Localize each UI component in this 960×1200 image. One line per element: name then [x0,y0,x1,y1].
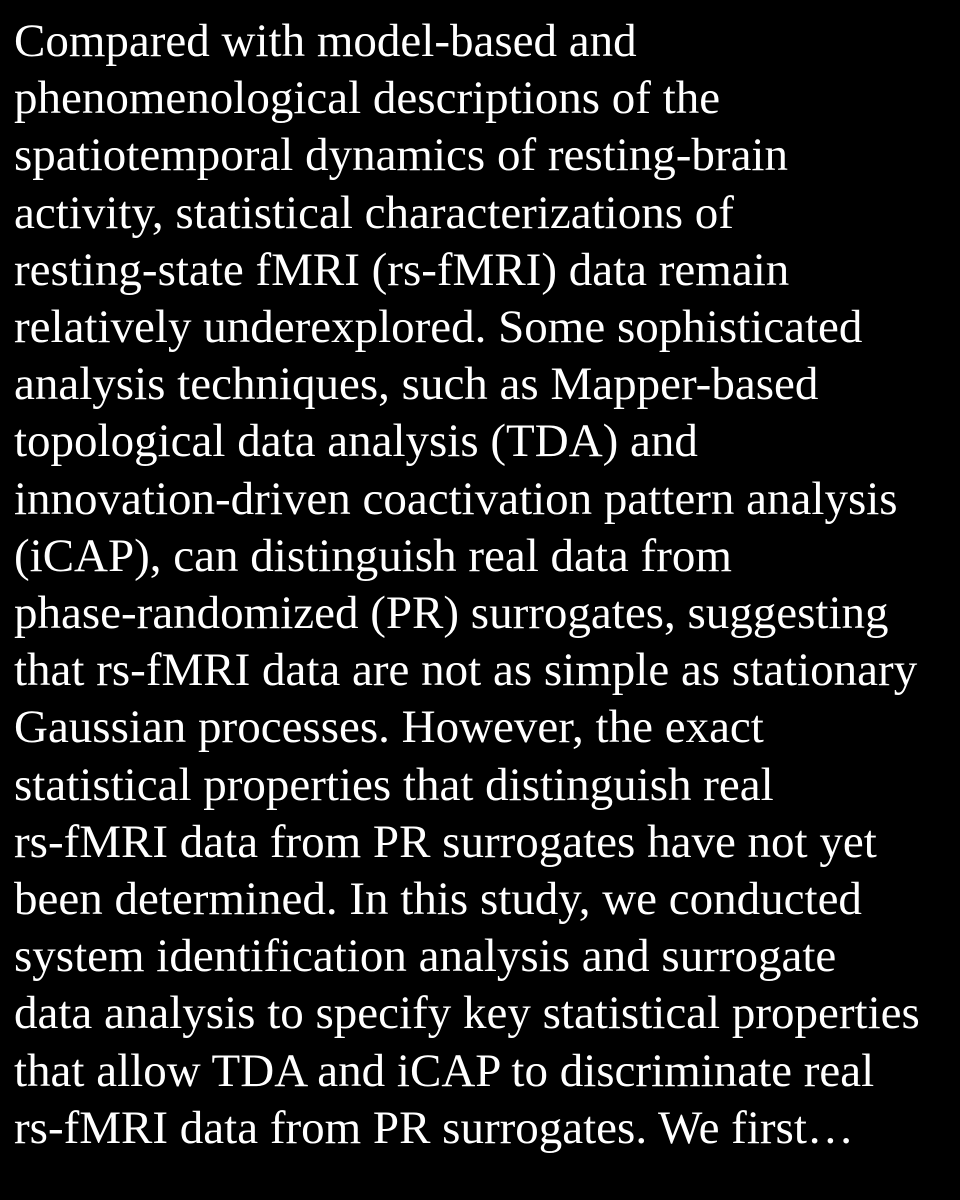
abstract-line: resting-state fMRI (rs-fMRI) data remain [14,243,790,296]
abstract-line: analysis techniques, such as Mapper-based [14,358,819,411]
abstract-line: data analysis to specify key statistical properties [14,987,920,1040]
abstract-line: Compared with model-based and [14,15,637,67]
abstract-line: statistical properties that distinguish real [14,758,774,811]
abstract-line: phase-randomized (PR) surrogates, suggesting [14,587,889,640]
abstract-line: activity, statistical characterizations of [14,186,734,239]
abstract-line: spatiotemporal dynamics of resting-brain [14,129,788,182]
abstract-line: rs-fMRI data from PR surrogates. We first… [14,1101,854,1154]
abstract-text-block [14,13,954,1157]
abstract-line: (iCAP), can distinguish real data from [14,529,732,582]
abstract-line: Gaussian processes. However, the exact [14,701,764,754]
abstract-line: been determined. In this study, we conducted [14,873,862,926]
abstract-line: system identification analysis and surrogate [14,930,837,983]
abstract-line: relatively underexplored. Some sophisticated [14,301,863,354]
abstract-line: topological data analysis (TDA) and [14,415,698,468]
abstract-line: that rs-fMRI data are not as simple as stationary [14,644,918,697]
abstract-line: rs-fMRI data from PR surrogates have not yet [14,815,877,868]
abstract-line: that allow TDA and iCAP to discriminate real [14,1044,875,1097]
abstract-line: phenomenological descriptions of the [14,72,721,125]
abstract-line: innovation-driven coactivation pattern analysis [14,472,898,525]
